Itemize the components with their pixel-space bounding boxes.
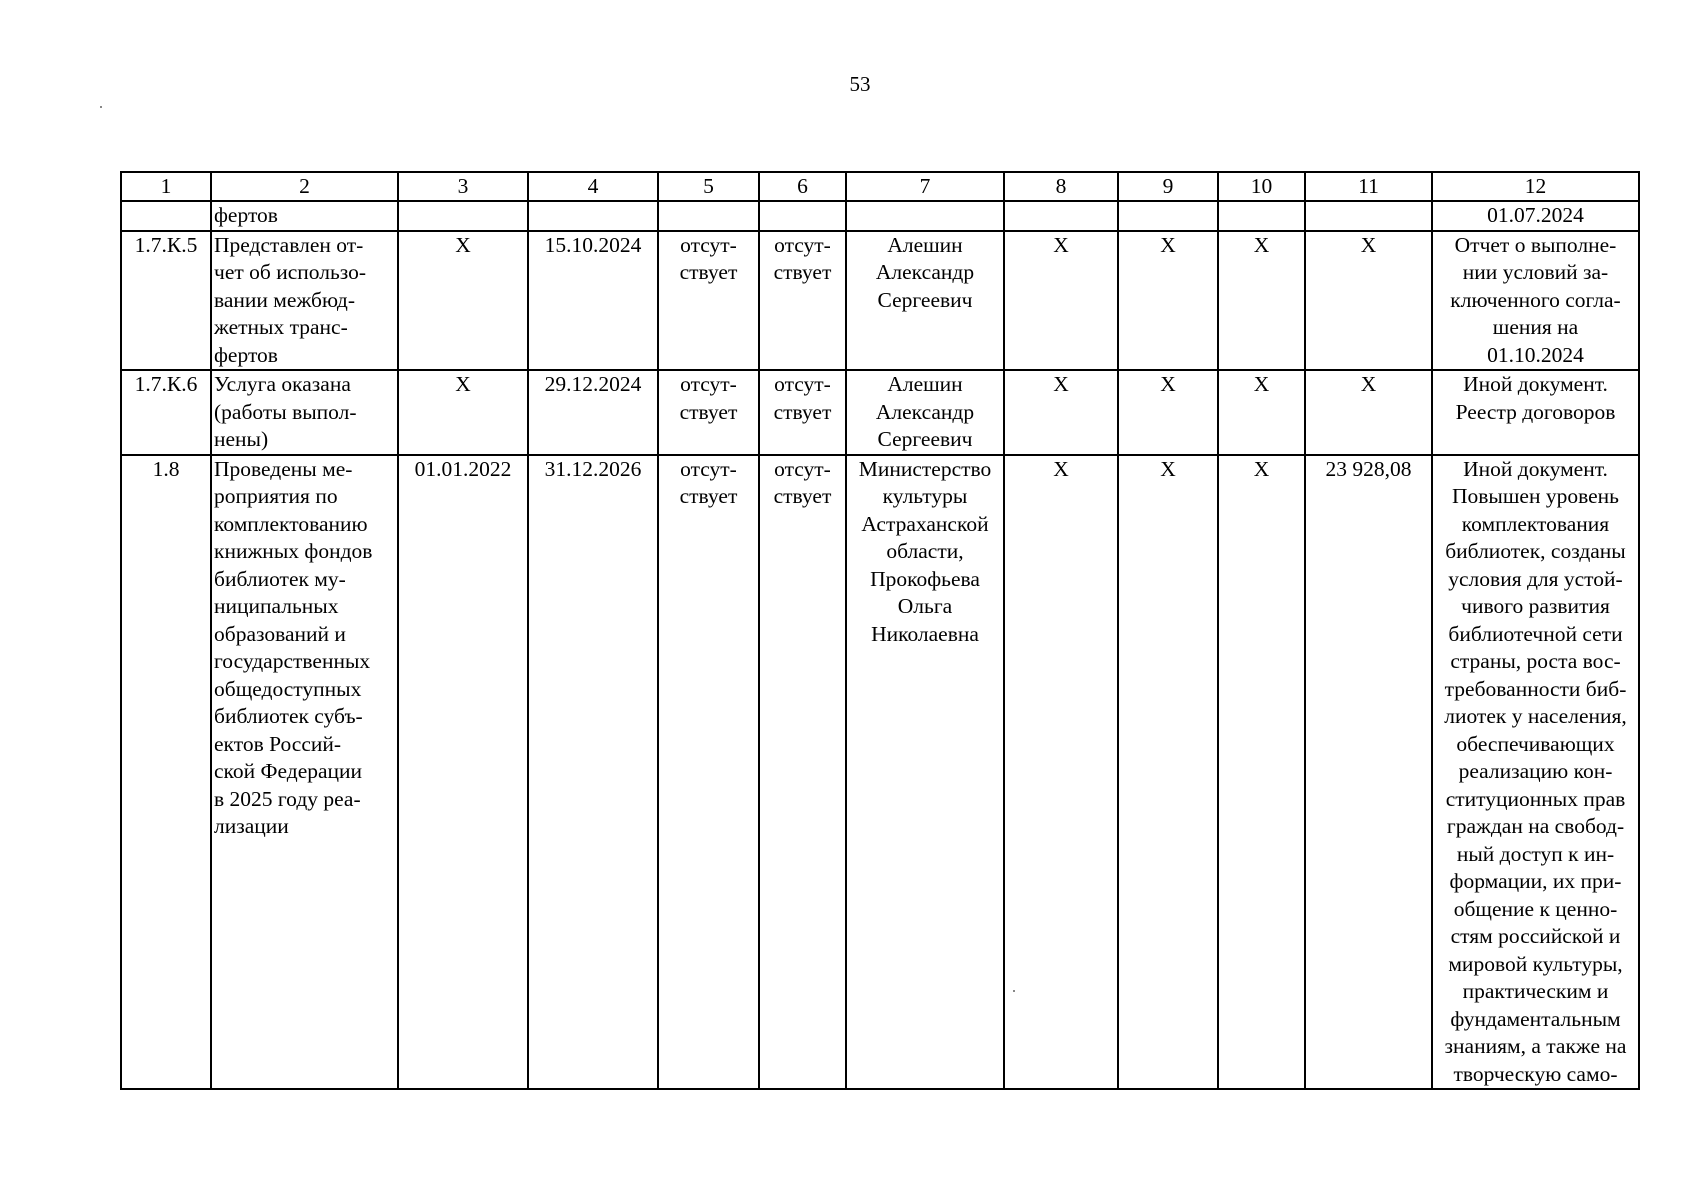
col5-cell: отсут- ствует (658, 370, 759, 455)
scan-speck (100, 106, 102, 108)
end-date-cell: 15.10.2024 (528, 231, 658, 371)
row-number-cell: 1.8 (121, 455, 211, 1090)
column-header: 6 (759, 172, 846, 201)
col8-cell: X (1004, 455, 1118, 1090)
col9-cell (1118, 201, 1218, 231)
col10-cell: X (1218, 455, 1305, 1090)
col8-cell: X (1004, 370, 1118, 455)
responsible-cell: Министерство культуры Астраханской области, Прокофьева Ольга Николаевна (846, 455, 1004, 1090)
end-date-cell: 31.12.2026 (528, 455, 658, 1090)
row-number-cell (121, 201, 211, 231)
amount-cell (1305, 201, 1432, 231)
responsible-cell: Алешин Александр Сергеевич (846, 231, 1004, 371)
col6-cell (759, 201, 846, 231)
event-name-cell: фертов (211, 201, 398, 231)
col10-cell (1218, 201, 1305, 231)
col9-cell: X (1118, 231, 1218, 371)
amount-cell: X (1305, 370, 1432, 455)
event-name-cell: Представлен от- чет об использо- вании межбюд- жетных транс- фертов (211, 231, 398, 371)
column-header: 9 (1118, 172, 1218, 201)
end-date-cell: 29.12.2024 (528, 370, 658, 455)
column-header: 7 (846, 172, 1004, 201)
column-header: 10 (1218, 172, 1305, 201)
start-date-cell: X (398, 370, 528, 455)
column-header: 11 (1305, 172, 1432, 201)
col5-cell (658, 201, 759, 231)
table-row-continuation (121, 201, 1639, 231)
scan-speck (1013, 990, 1015, 992)
document-cell: 01.07.2024 (1432, 201, 1639, 231)
col5-cell: отсут- ствует (658, 455, 759, 1090)
start-date-cell (398, 201, 528, 231)
col6-cell: отсут- ствует (759, 231, 846, 371)
column-header: 3 (398, 172, 528, 201)
amount-cell: X (1305, 231, 1432, 371)
table-row (121, 231, 1639, 371)
col6-cell: отсут- ствует (759, 370, 846, 455)
col8-cell: X (1004, 231, 1118, 371)
row-number-cell: 1.7.К.5 (121, 231, 211, 371)
column-header: 4 (528, 172, 658, 201)
responsible-cell (846, 201, 1004, 231)
document-cell: Иной документ. Повышен уровень комплектования библиотек, созданы условия для устой- чивого развития библиотечной сети страны, роста вос- требованности биб- лиотек у населения, обеспечивающих реализацию кон- ституционных прав граждан на свобод- ный доступ к ин- формации, их при- общение к ценно- стям российской и мировой культуры, практическим и фундаментальным знаниям, а также на творческую само- (1432, 455, 1639, 1090)
column-header: 5 (658, 172, 759, 201)
col5-cell: отсут- ствует (658, 231, 759, 371)
document-cell: Иной документ. Реестр договоров (1432, 370, 1639, 455)
col10-cell: X (1218, 370, 1305, 455)
column-number-row (121, 172, 1639, 201)
col8-cell (1004, 201, 1118, 231)
col9-cell: X (1118, 455, 1218, 1090)
event-name-cell: Услуга оказана (работы выпол- нены) (211, 370, 398, 455)
event-name-cell: Проведены ме- роприятия по комплектованию книжных фондов библиотек му- ниципальных образований и государственных общедоступных библиотек субъ- ектов Россий- ской Федерации в 2025 году реа- лизации (211, 455, 398, 1090)
column-header: 1 (121, 172, 211, 201)
column-header: 8 (1004, 172, 1118, 201)
table-row (121, 370, 1639, 455)
end-date-cell (528, 201, 658, 231)
responsible-cell: Алешин Александр Сергеевич (846, 370, 1004, 455)
column-header: 2 (211, 172, 398, 201)
col6-cell: отсут- ствует (759, 455, 846, 1090)
page-number: 53 (849, 72, 871, 96)
column-header: 12 (1432, 172, 1639, 201)
col10-cell: X (1218, 231, 1305, 371)
start-date-cell: 01.01.2022 (398, 455, 528, 1090)
start-date-cell: X (398, 231, 528, 371)
document-table (120, 171, 1640, 1090)
col9-cell: X (1118, 370, 1218, 455)
row-number-cell: 1.7.К.6 (121, 370, 211, 455)
document-cell: Отчет о выполне- нии условий за- ключенного согла- шения на 01.10.2024 (1432, 231, 1639, 371)
table-row (121, 455, 1639, 1090)
amount-cell: 23 928,08 (1305, 455, 1432, 1090)
